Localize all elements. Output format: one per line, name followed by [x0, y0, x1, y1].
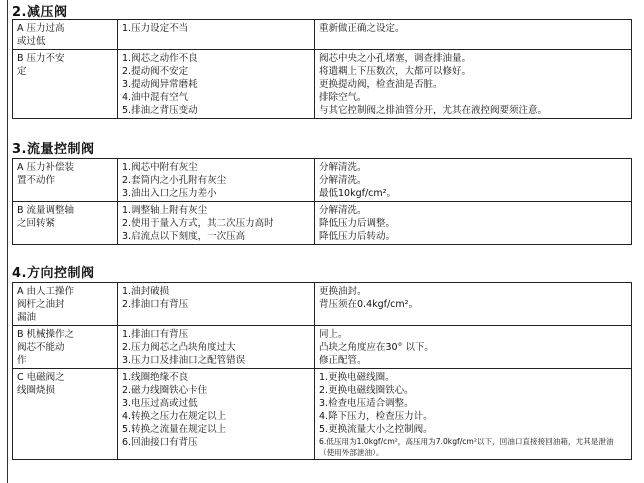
problem-line: C 电磁阀之 [17, 372, 65, 383]
remedy-line: 背压须在0.4kgf/cm²。 [319, 299, 418, 310]
cause-cell [118, 50, 315, 119]
remedy-line: 分解清洗。 [319, 175, 367, 186]
cause-cell [118, 159, 315, 202]
remedy-line: 修正配管。 [319, 355, 367, 366]
cause-line: 3.电压过高或过低 [122, 398, 198, 409]
problem-line: A 压力补偿装 [17, 162, 75, 173]
table-pressure-reducing-valve [12, 19, 632, 119]
remedy-line: 降低压力后调整。 [319, 218, 396, 229]
remedy-line: 分解清洗。 [319, 162, 367, 173]
problem-cell [13, 20, 118, 50]
cause-line: 5.转换之流量在规定以上 [122, 424, 227, 435]
cause-line: 2.排油口有背压 [122, 299, 189, 310]
section-title-pressure-reducing-valve: 2.减压阀 [12, 5, 68, 20]
cause-line: 1.调整轴上附有灰尘 [122, 205, 208, 216]
problem-cell [13, 326, 118, 369]
remedy-line: 1.更换电磁线圈。 [319, 372, 395, 383]
remedy-cell [315, 326, 632, 369]
problem-line: 或过低 [17, 36, 46, 47]
cause-line: 1.线圈绝缘不良 [122, 372, 189, 383]
table-row [13, 202, 632, 245]
cause-line: 4.转换之压力在规定以上 [122, 411, 227, 422]
remedy-cell [315, 50, 632, 119]
section-title-flow-control-valve: 3.流量控制阀 [12, 142, 95, 157]
remedy-cell [315, 369, 632, 460]
problem-line: 漏油 [17, 312, 37, 323]
remedy-line: 5.更换流量大小之控制阀。 [319, 424, 433, 435]
table-row [13, 283, 632, 326]
remedy-line: 将遣耦上下压数次，大都可以修好。 [319, 66, 472, 77]
remedy-cell [315, 159, 632, 202]
problem-cell [13, 369, 118, 460]
problem-line: 线圈烧损 [17, 385, 56, 396]
remedy-cell [315, 20, 632, 50]
problem-line: 阀杆之油封 [17, 299, 65, 310]
cause-line: 4.油中混有空气 [122, 92, 189, 103]
remedy-line: 2.更换电磁线圈铁心。 [319, 385, 414, 396]
remedy-line: 与其它控制阀之排油管分开，尤其在液控阀要须注意。 [319, 105, 548, 116]
cause-line: 6.回油接口有背压 [122, 437, 198, 448]
table-directional-control-valve [12, 282, 632, 460]
cause-line: 2.磁力线圈铁心卡住 [122, 385, 208, 396]
cause-line: 2.提动阀不安定 [122, 66, 189, 77]
cause-line: 3.压力口及排油口之配管错误 [122, 355, 246, 366]
problem-line: A 压力过高 [17, 23, 65, 34]
problem-cell [13, 159, 118, 202]
remedy-line: 更换油封。 [319, 286, 367, 297]
problem-line: A 由人工操作 [17, 286, 75, 297]
remedy-line: 阀芯中央之小孔堵塞，调查排油量。 [319, 53, 472, 64]
problem-line: 定 [17, 66, 27, 77]
problem-cell [13, 283, 118, 326]
cause-line: 3.提动阀异常磨耗 [122, 79, 198, 90]
cause-cell [118, 202, 315, 245]
cause-line: 1.排油口有背压 [122, 329, 189, 340]
cause-line: 3.油出入口之压力差小 [122, 188, 217, 199]
cause-line: 1.压力设定不当 [122, 23, 189, 34]
cause-line: 3.启流点以下刻度，一次压高 [122, 231, 246, 242]
problem-cell [13, 50, 118, 119]
cause-line: 2.压力阀芯之凸块角度过大 [122, 342, 236, 353]
cause-line: 5.排油之背压变动 [122, 105, 198, 116]
remedy-line: 6.低压用为1.0kgf/cm²，高压用为7.0kgf/cm²以下，回油口直接接回油箱，尤其是泄油（使用外部泄油）。 [319, 437, 614, 457]
remedy-line: 重新做正确之设定。 [319, 23, 405, 34]
problem-line: 之回转紧 [17, 218, 56, 229]
cause-line: 2.套筒内之小孔附有灰尘 [122, 175, 227, 186]
table-flow-control-valve [12, 158, 632, 245]
table-row [13, 159, 632, 202]
problem-line: 阀芯不能动 [17, 342, 65, 353]
table-row [13, 50, 632, 119]
problem-cell [13, 202, 118, 245]
remedy-line: 分解清洗。 [319, 205, 367, 216]
page-margin-line [7, 0, 8, 483]
problem-line: B 流量调整轴 [17, 205, 75, 216]
remedy-line: 3.检查电压适合调整。 [319, 398, 414, 409]
remedy-line: 降低压力后转动。 [319, 231, 396, 242]
cause-cell [118, 369, 315, 460]
cause-cell [118, 283, 315, 326]
cause-line: 1.阀芯之动作不良 [122, 53, 198, 64]
problem-line: B 机械操作之 [17, 329, 75, 340]
remedy-cell [315, 202, 632, 245]
remedy-line: 最低10kgf/cm²。 [319, 188, 396, 199]
cause-cell [118, 326, 315, 369]
problem-line: B 压力不安 [17, 53, 65, 64]
cause-cell [118, 20, 315, 50]
cause-line: 1.油封破损 [122, 286, 170, 297]
problem-line: 置不动作 [17, 175, 56, 186]
section-title-directional-control-valve: 4.方向控制阀 [12, 266, 95, 281]
remedy-line: 更换提动阀，检查油是否脏。 [319, 79, 443, 90]
remedy-line: 排除空气。 [319, 92, 367, 103]
remedy-line: 凸块之角度应在30° 以下。 [319, 342, 434, 353]
problem-line: 作 [17, 355, 27, 366]
cause-line: 1.阀芯中附有灰尘 [122, 162, 198, 173]
remedy-cell [315, 283, 632, 326]
table-row [13, 20, 632, 50]
cause-line: 2.使用于量入方式，其二次压力高时 [122, 218, 274, 229]
remedy-line: 同上。 [319, 329, 348, 340]
table-row [13, 326, 632, 369]
table-row [13, 369, 632, 460]
remedy-line: 4.降下压力，检查压力计。 [319, 411, 433, 422]
